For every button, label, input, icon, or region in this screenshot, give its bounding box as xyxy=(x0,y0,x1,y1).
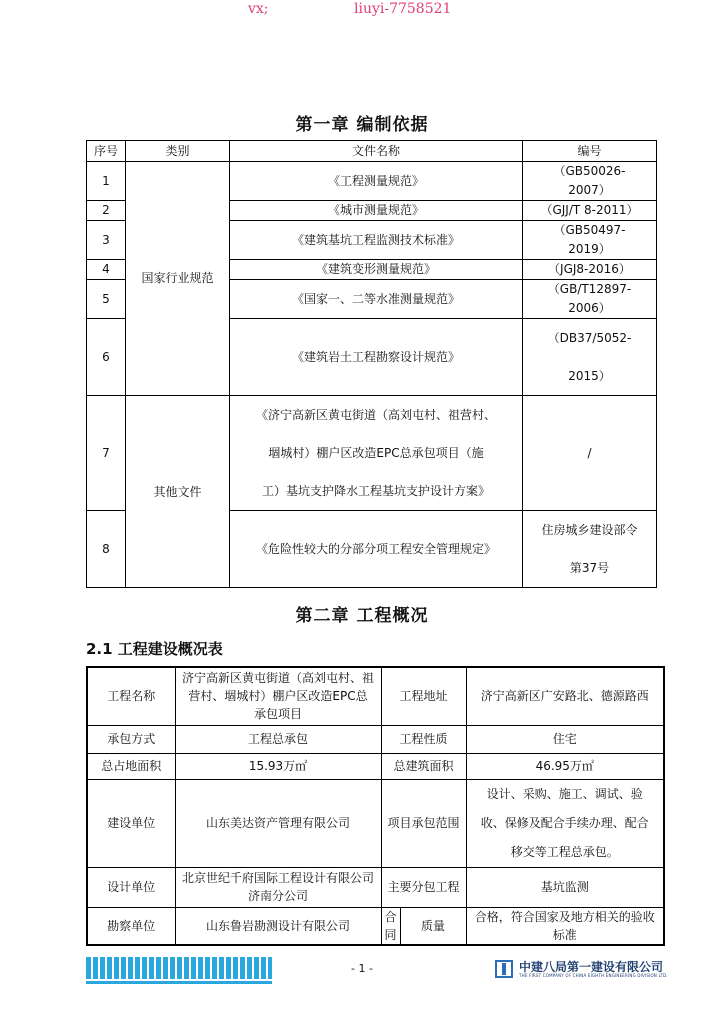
row-code xyxy=(523,511,657,588)
header-category: 类别 xyxy=(126,141,230,162)
company-name-en: THE FIRST COMPANY OF CHINA EIGHTH ENGINEERING DIVISION LTD. xyxy=(519,973,668,978)
contract-label xyxy=(381,907,400,945)
text-line: 标准 xyxy=(552,927,577,942)
designer-label: 设计单位 xyxy=(87,867,175,907)
logo-icon xyxy=(495,960,513,978)
subcontract: 基坑监测 xyxy=(466,867,664,907)
header-code: 编号 xyxy=(523,141,657,162)
header-doc-name: 文件名称 xyxy=(230,141,523,162)
row-doc-name: 《工程测量规范》 xyxy=(230,162,523,201)
land-area: 15.93万㎡ xyxy=(175,753,381,779)
owner-label: 建设单位 xyxy=(87,779,175,867)
row-doc-name: 《建筑基坑工程监测技术标准》 xyxy=(230,221,523,260)
section-title: 2.1 工程建设概况表 xyxy=(86,640,223,658)
table-row xyxy=(87,725,664,753)
row-doc-name: 《城市测量规范》 xyxy=(230,201,523,221)
owner: 山东美达资产管理有限公司 xyxy=(175,779,381,867)
overview-table xyxy=(86,666,665,946)
company-name: 中建八局第一建设有限公司 xyxy=(519,960,664,974)
text-line: 合格，符合国家及地方相关的验收 xyxy=(474,909,655,924)
company-logo xyxy=(495,958,668,984)
code-line: （DB37/5052- xyxy=(547,331,632,345)
header-no: 序号 xyxy=(87,141,126,162)
row-no: 8 xyxy=(87,511,126,588)
project-name xyxy=(175,667,381,725)
row-no: 3 xyxy=(87,221,126,260)
row-code: （JGJ8-2016） xyxy=(523,260,657,280)
text-line: 承包项目 xyxy=(253,707,302,722)
text-line: 济宁高新区黄屯街道（高刘屯村、祖 xyxy=(181,671,374,686)
doc-line: 《济宁高新区黄屯街道（高刘屯村、祖营村、 xyxy=(255,408,496,422)
table-row xyxy=(87,396,657,511)
survey-label: 勘察单位 xyxy=(87,907,175,945)
row-code xyxy=(523,319,657,396)
category-national: 国家行业规范 xyxy=(126,162,230,396)
building-area-label: 总建筑面积 xyxy=(381,753,466,779)
row-code xyxy=(523,280,657,319)
table-row xyxy=(87,907,664,945)
scope-label: 项目承包范围 xyxy=(381,779,466,867)
table-row xyxy=(87,779,664,867)
table-row xyxy=(87,667,664,725)
code-line: 2006） xyxy=(568,301,611,315)
row-code xyxy=(523,162,657,201)
row-code: / xyxy=(523,396,657,511)
chapter1-title: 第一章 编制依据 xyxy=(295,115,429,135)
row-no: 6 xyxy=(87,319,126,396)
table-row xyxy=(87,867,664,907)
address-label: 工程地址 xyxy=(381,667,466,725)
row-no: 2 xyxy=(87,201,126,221)
row-doc-name: 《危险性较大的分部分项工程安全管理规定》 xyxy=(230,511,523,588)
footer-decoration-line xyxy=(86,981,272,984)
table-row xyxy=(87,162,657,201)
project-name-label: 工程名称 xyxy=(87,667,175,725)
chapter2-title: 第二章 工程概况 xyxy=(295,606,429,626)
row-no: 5 xyxy=(87,280,126,319)
designer xyxy=(175,867,381,907)
code-line: 2015） xyxy=(568,369,611,383)
page-number: - 1 - xyxy=(351,962,373,975)
contract-mode: 工程总承包 xyxy=(175,725,381,753)
category-other xyxy=(126,396,230,588)
row-code xyxy=(523,221,657,260)
code-line: 2007） xyxy=(568,183,611,197)
code-line: （GB50026- xyxy=(553,164,626,178)
subcontract-label: 主要分包工程 xyxy=(381,867,466,907)
doc-line: 工）基坑支护降水工程基坑支护设计方案》 xyxy=(261,484,490,498)
table-row xyxy=(87,753,664,779)
building-area: 46.95万㎡ xyxy=(466,753,664,779)
row-code: （GJJ/T 8-2011） xyxy=(523,201,657,221)
code-line: （GB/T12897- xyxy=(547,282,632,296)
code-line: 第37号 xyxy=(569,561,610,575)
text-line: 收、保修及配合手续办理、配合 xyxy=(480,815,649,830)
text-line: 移交等工程总承包。 xyxy=(510,844,619,859)
table-header-row xyxy=(87,141,657,162)
scope xyxy=(466,779,664,867)
nature-label: 工程性质 xyxy=(381,725,466,753)
nature: 住宅 xyxy=(466,725,664,753)
text-line: 营村、堌城村）棚户区改造EPC总 xyxy=(188,689,368,704)
row-no: 7 xyxy=(87,396,126,511)
code-line: （GB50497- xyxy=(553,223,626,237)
text-line: 合 xyxy=(384,909,397,924)
row-doc-name: 《建筑岩土工程勘察设计规范》 xyxy=(230,319,523,396)
watermark-id: liuyi-7758521 xyxy=(354,1,452,17)
doc-line: 堌城村）棚户区改造EPC总承包项目（施 xyxy=(268,446,484,460)
watermark-vx: vx; xyxy=(248,1,269,17)
address: 济宁高新区广安路北、德源路西 xyxy=(466,667,664,725)
row-doc-name xyxy=(230,396,523,511)
text-line: 设计、采购、施工、调试、验 xyxy=(486,786,643,801)
row-doc-name: 《国家一、二等水准测量规范》 xyxy=(230,280,523,319)
survey: 山东鲁岩勘测设计有限公司 xyxy=(175,907,381,945)
code-line: 住房城乡建设部令 xyxy=(541,523,638,537)
text-line: 济南分公司 xyxy=(247,889,308,903)
contract-mode-label: 承包方式 xyxy=(87,725,175,753)
text-line: 北京世纪千府国际工程设计有限公司 xyxy=(181,871,374,885)
row-no: 1 xyxy=(87,162,126,201)
code-line: 2019） xyxy=(568,242,611,256)
row-doc-name: 《建筑变形测量规范》 xyxy=(230,260,523,280)
watermark xyxy=(0,0,724,22)
category-other-label: 其他文件 xyxy=(153,485,202,499)
text-line: 同 xyxy=(384,927,397,942)
row-no: 4 xyxy=(87,260,126,280)
land-area-label: 总占地面积 xyxy=(87,753,175,779)
quality xyxy=(466,907,664,945)
basis-table xyxy=(86,140,657,588)
quality-label: 质量 xyxy=(400,907,466,945)
